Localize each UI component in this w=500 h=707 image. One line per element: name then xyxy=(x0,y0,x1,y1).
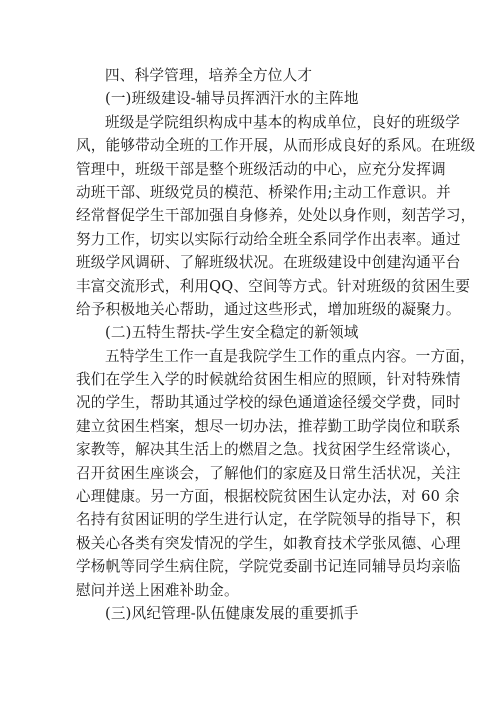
text-line: (三)风纪管理-队伍健康发展的重要抓手 xyxy=(105,604,359,622)
text-line: 召开贫困生座谈会，了解他们的家庭及日常生活状况，关注 xyxy=(76,464,461,482)
text-line: (一)班级建设-辅导员挥洒汗水的主阵地 xyxy=(105,90,359,108)
text-line: 况的学生，帮助其通过学校的绿色通道途径缓交学费，同时 xyxy=(76,394,461,412)
text-line: 班级学风调研、了解班级状况。在班级建设中创建沟通平台 xyxy=(76,254,461,272)
text-line: 经常督促学生干部加强自身修养，处处以身作则，刻苦学习， xyxy=(76,207,476,225)
document-body xyxy=(76,64,476,625)
text-line: (二)五特生帮扶-学生安全稳定的新领域 xyxy=(105,324,359,342)
text-line: 四、科学管理，培养全方位人才 xyxy=(105,67,313,84)
text-line: 学杨帆等同学生病住院，学院党委副书记连同辅导员均亲临 xyxy=(76,558,461,576)
text-line: 五特学生工作一直是我院学生工作的重点内容。一方面， xyxy=(105,347,475,365)
text-line: 慰问并送上困难补助金。 xyxy=(76,581,239,599)
text-line: 家教等，解决其生活上的燃眉之急。找贫困学生经常谈心， xyxy=(76,441,461,459)
text-line: 风，能够带动全班的工作开展，从而形成良好的系风。在班级 xyxy=(76,137,476,155)
text-line: 动班干部、班级党员的模范、桥梁作用;主动工作意识。并 xyxy=(76,183,451,201)
text-line: 努力工作，切实以实际行动给全班全系同学作出表率。通过 xyxy=(76,230,461,248)
text-line: 管理中，班级干部是整个班级活动的中心，应充分发挥调 xyxy=(76,160,446,178)
text-line: 名持有贫困证明的学生进行认定，在学院领导的指导下，积 xyxy=(76,511,461,529)
text-line: 建立贫困生档案，想尽一切办法，推荐勤工助学岗位和联系 xyxy=(76,417,461,435)
text-line: 丰富交流形式，利用QQ、空间等方式。针对班级的贫困生要 xyxy=(76,277,471,295)
text-line: 心理健康。另一方面，根据校院贫困生认定办法，对 60 余 xyxy=(76,488,460,506)
text-line: 班级是学院组织构成中基本的构成单位，良好的班级学 xyxy=(105,113,461,131)
text-line: 给予积极地关心帮助，通过这些形式，增加班级的凝聚力。 xyxy=(76,300,461,318)
text-line: 我们在学生入学的时候就给贫困生相应的照顾，针对特殊情 xyxy=(76,371,461,389)
text-line: 极关心各类有突发情况的学生，如教育技术学张凤德、心理 xyxy=(76,534,461,552)
